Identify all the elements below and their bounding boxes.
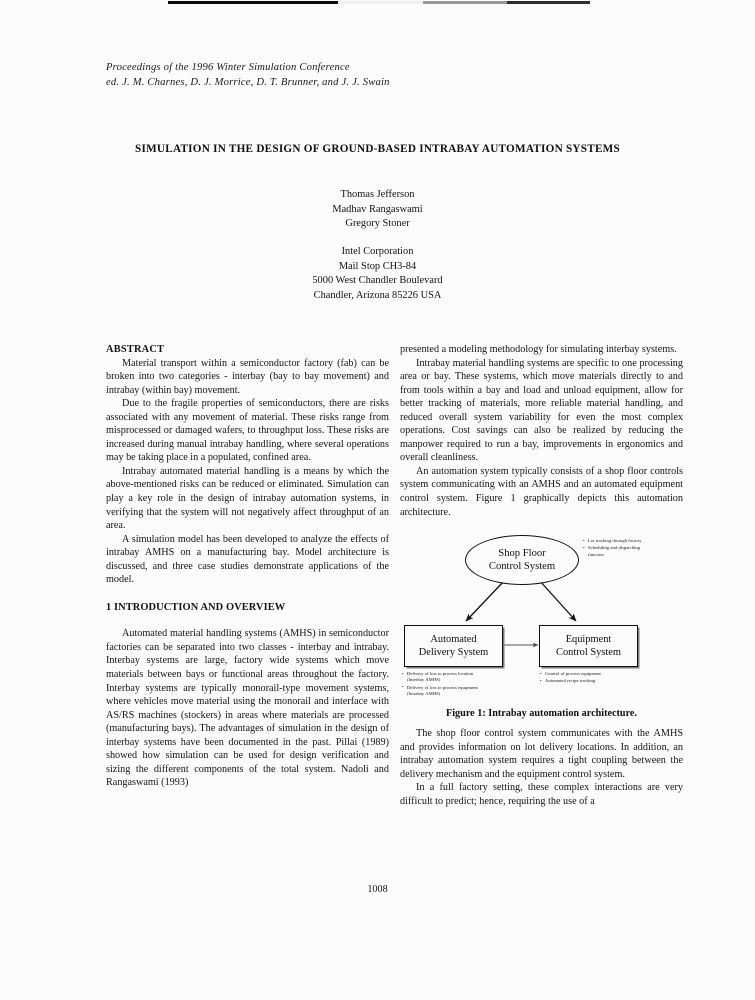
scan-artifact-bar (168, 1, 590, 4)
node-equipment-line2: Control System (556, 647, 621, 659)
annotation-delivery-item-2-text: Delivery of lots to process equipment (407, 684, 478, 690)
author-3: Gregory Stoner (345, 218, 410, 230)
node-automated-delivery-system (404, 625, 503, 667)
annotation-delivery-item-1-sub: (Interbay AMHS) (407, 677, 441, 683)
node-equipment-line1: Equipment (565, 634, 612, 646)
introduction-paragraph-1: Automated material handling systems (AMHS) in semiconductor factories can be separated into two classes - interbay and intrabay. Interbay systems are large, factory wide systems which move materials between bays or functional areas throughout the factory. Interbay systems are typically monorail-type movement systems, where vehicles move material using the monorail and interface with AS/RS machines (stockers) in areas where materials are processed (manufacturing bays). The advantages of simulation in the design of interbay systems have been documented in the past. Pillai (1989) showed how simulation can be used for design verification and sizing the different components of the total system. Nadoli and Rangaswami (1993) (106, 628, 389, 789)
running-head (106, 60, 666, 90)
annotation-delivery-item-2-sub: (Intrabay AMHS) (407, 690, 441, 696)
affiliation-mailstop: Mail Stop CH3-84 (338, 260, 417, 272)
annotation-equipment-item-1: • Control of process equipment (540, 671, 665, 677)
scanbar-segment-black (168, 1, 338, 4)
scanbar-segment-dark (507, 1, 590, 4)
abstract-paragraph-3: Intrabay automated material handling is a means by which the above-mentioned risks can be reduced or eliminated. Simulation can play a key role in the design of intrabay automation systems, in verifying that the system will not negatively affect throughput of an area. (106, 465, 389, 532)
annotation-delivery-item-1-text: Delivery of lots to process location (407, 671, 474, 677)
right-paragraph-3: An automation system typically consists of a shop floor controls system communicating with an AMHS and an automated equipment control system. Figure 1 graphically depicts this automation architecture. (400, 465, 683, 518)
right-paragraph-5: In a full factory setting, these complex interactions are very difficult to predict; hence, requiring the use of a (400, 782, 683, 807)
figure-caption: Figure 1: Intrabay automation architecture. (446, 708, 637, 720)
node-delivery-line1: Automated (430, 634, 477, 646)
page-title: SIMULATION IN THE DESIGN OF GROUND-BASED INTRABAY AUTOMATION SYSTEMS (135, 143, 620, 155)
affiliation-block (0, 245, 755, 303)
annotation-equipment-system (540, 671, 665, 685)
annotation-equipment-item-2: • Automated recipe tracking (540, 678, 665, 684)
annotation-delivery-item-2 (402, 685, 532, 697)
annotation-delivery-system (402, 671, 532, 698)
abstract-paragraph-1: Material transport within a semiconductor factory (fab) can be broken into two categories - interbay (bay to bay movement) and intrabay (within bay) movement. (106, 357, 389, 396)
node-equipment-control-system (539, 625, 638, 667)
annotation-shop-item-2 (583, 545, 681, 557)
affiliation-city: Chandler, Arizona 85226 USA (313, 289, 442, 301)
abstract-paragraph-4: A simulation model has been developed to analyze the effects of intrabay AMHS on a manufacturing bay. Model architecture is discussed, and three case studies demonstrate applications of the model. (106, 533, 389, 586)
affiliation-org: Intel Corporation (341, 246, 414, 257)
page-number: 1008 (367, 884, 388, 895)
affiliation-street: 5000 West Chandler Boulevard (312, 275, 443, 287)
right-paragraph-2: Intrabay material handling systems are specific to one processing area or bay. These systems, which move materials directly to and from tools within a bay and load and unload equipment, allow for better tracking of materials, more reliable material handling, and reduced overall system variability for even the most complex operations. Cost savings can also be realized by reducing the manpower required to run a bay, improvements in ergonomics and overall cleanliness. (400, 357, 683, 464)
author-1: Thomas Jefferson (340, 189, 415, 200)
running-head-line2: ed. J. M. Charnes, D. J. Morrice, D. T. Brunner, and J. J. Swain (106, 77, 390, 88)
right-column (400, 343, 683, 808)
scanbar-segment-white (338, 1, 423, 4)
annotation-shop-floor (583, 538, 681, 559)
section-spacer (106, 614, 389, 627)
running-head-line1: Proceedings of the 1996 Winter Simulation Conference (106, 62, 350, 73)
annotation-shop-item-2-sub: function (588, 551, 604, 557)
node-delivery-line2: Delivery System (418, 647, 489, 659)
annotation-shop-item-2-text: Scheduling and dispatching (588, 545, 641, 551)
section-heading-introduction: 1 INTRODUCTION AND OVERVIEW (106, 601, 286, 613)
annotation-shop-item-1: • Lot tracking through factory (583, 538, 681, 544)
author-list (0, 188, 755, 232)
scanbar-segment-gray (423, 1, 507, 4)
node-shop-floor-line1: Shop Floor (498, 548, 546, 560)
figure-diagram (400, 531, 683, 727)
right-paragraph-1: presented a modeling methodology for simulating interbay systems. (400, 344, 677, 355)
figure-1 (400, 531, 683, 727)
node-shop-floor-line2: Control System (488, 561, 556, 573)
annotation-delivery-item-1 (402, 671, 532, 683)
right-paragraph-4: The shop floor control system communicates with the AMHS and provides information on lot delivery locations. In addition, an intrabay automation system requires a tight coupling between the delivery mechanism and the equipment control system. (400, 728, 683, 780)
abstract-heading: ABSTRACT (106, 344, 165, 355)
abstract-paragraph-2: Due to the fragile properties of semiconductors, there are risks associated with any movement of material. These risks range from misprocessed or damaged wafers, to throughput loss. These risks are increased during manual intrabay handling, where several operations may be taking place in a populated, confined area. (106, 398, 389, 464)
node-shop-floor-control-system (465, 535, 579, 585)
left-column (106, 343, 389, 790)
author-2: Madhav Rangaswami (332, 203, 423, 215)
